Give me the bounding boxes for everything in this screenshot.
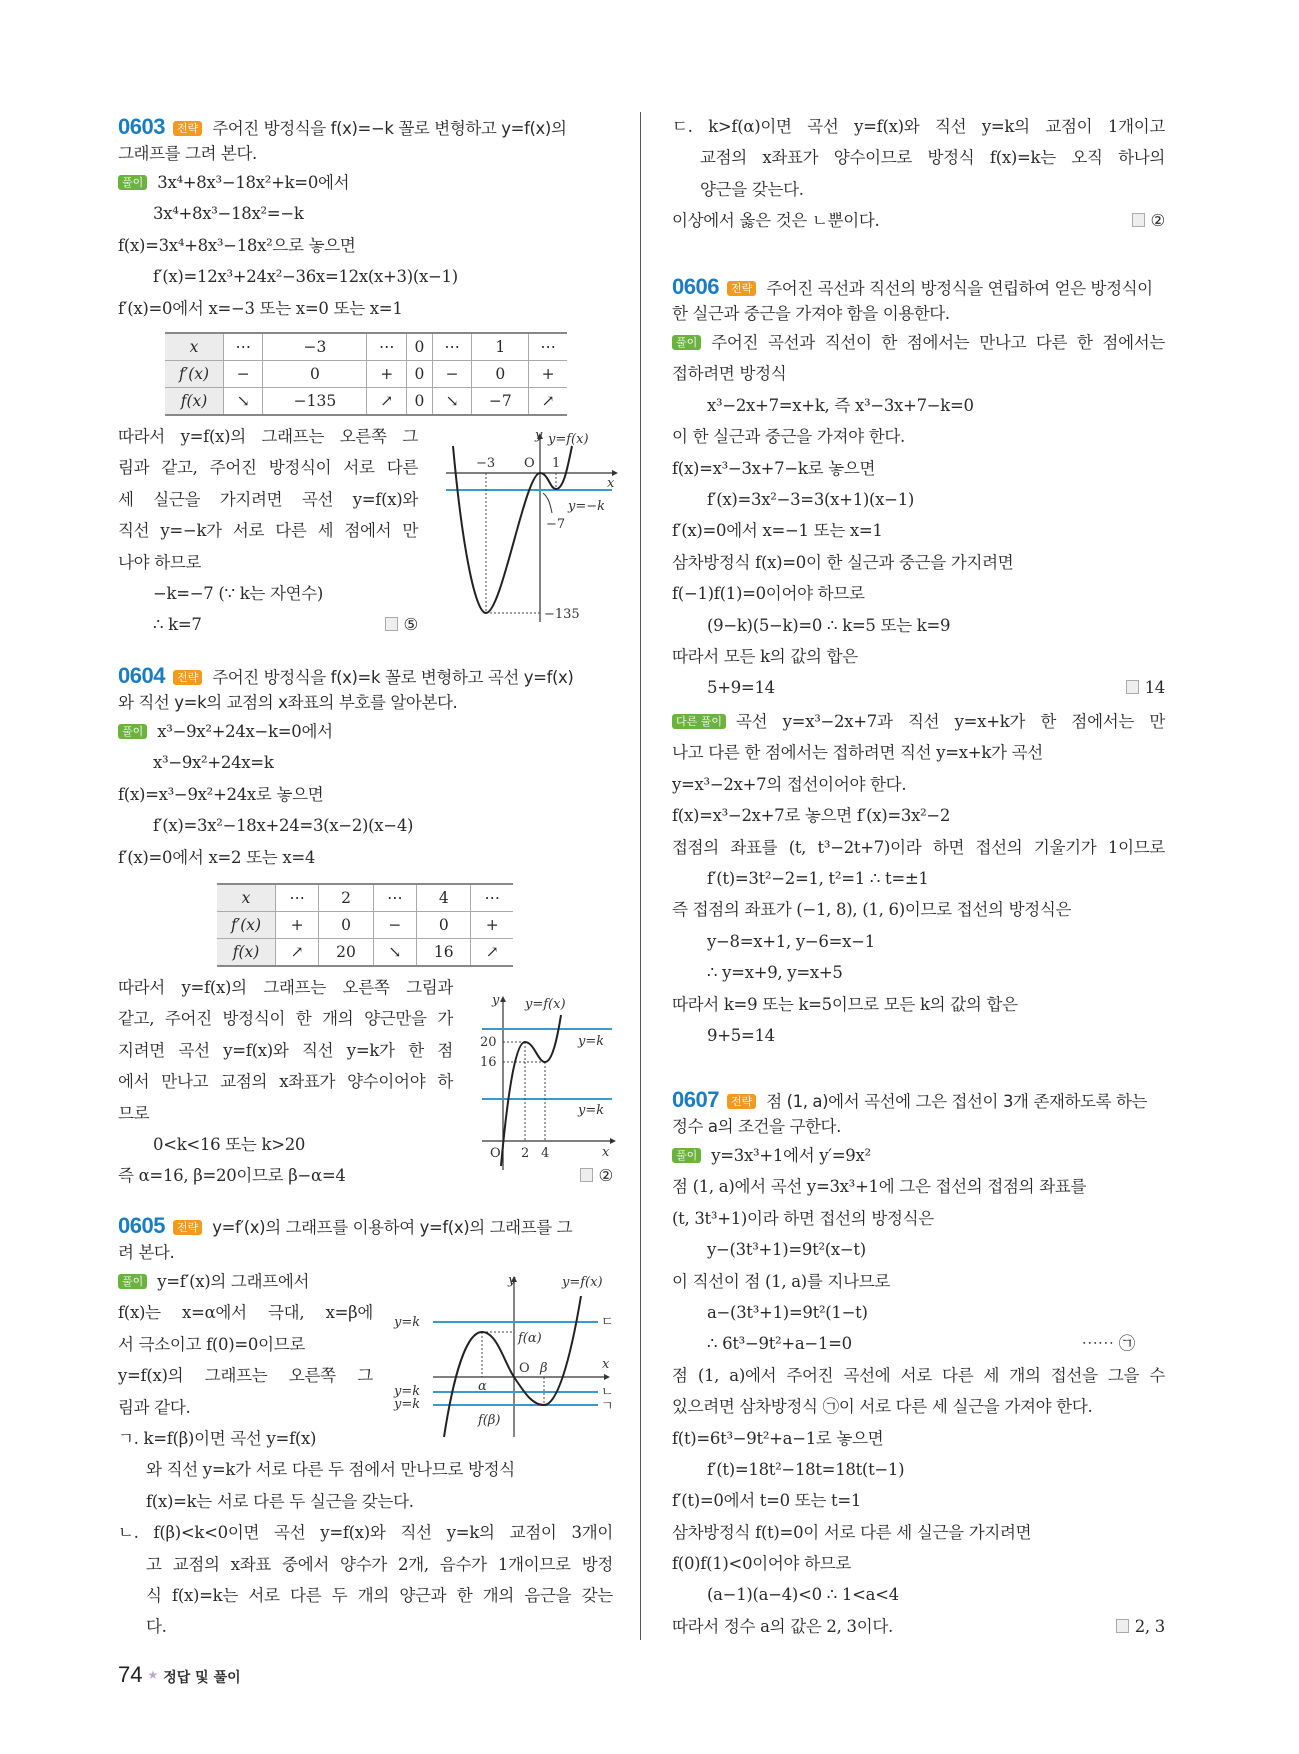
graph-0604 [470, 990, 620, 1175]
solution-line: 이 한 실근과 중근을 가져야 한다. [672, 427, 905, 447]
alt-line: f′(t)=3t²−2=1, t²=1 ∴ t=±1 [707, 868, 929, 888]
alt-line: 곡선 y=x³−2x+7과 직선 y=x+k가 한 점에서는 만 [736, 712, 1165, 731]
row-header-cell: x [217, 884, 276, 912]
table-cell: − [373, 912, 416, 939]
alt-line: 즉 접점의 좌표가 (−1, 8), (1, 6)이므로 접선의 방정식은 [672, 900, 1072, 920]
table-cell: ⋯ [224, 333, 263, 361]
row-header-cell: f(x) [165, 388, 224, 416]
axis-label-x: x [602, 1357, 610, 1372]
text-line: 세 실근을 가지려면 곡선 y=f(x)와 [118, 489, 418, 509]
solution-badge: 풀이 [118, 175, 147, 190]
solution-line: 점 (1, a)에서 주어진 곡선에 서로 다른 세 개의 접선을 그을 수 [672, 1365, 1165, 1385]
text-line: ∴ k=7 [153, 615, 202, 635]
solution-line: f(−1)f(1)=0이어야 하므로 [672, 584, 865, 604]
strategy-text: 주어진 곡선과 직선의 방정식을 연립하여 얻은 방정식이 [766, 279, 1153, 298]
tick-label: 2 [521, 1146, 530, 1161]
solution-line: 3x⁴+8x³−18x²+k=0에서 [157, 173, 350, 192]
conclusion: 이상에서 옳은 것은 ㄴ뿐이다. [672, 211, 880, 231]
line-label: y=−k [568, 499, 606, 514]
text-line: 따라서 y=f(x)의 그래프는 오른쪽 그림과 [118, 978, 453, 997]
solution-line: f′(t)=18t²−18t=18t(t−1) [707, 1459, 905, 1479]
table-cell: ↘ [224, 388, 263, 416]
variation-table [217, 883, 513, 967]
table-cell: + [471, 912, 513, 939]
solution-line: 5+9=14 [707, 678, 775, 698]
item-d: 교점의 x좌표가 양수이므로 방정식 f(x)=k는 오직 하나의 [700, 148, 1165, 168]
solution-line: (a−1)(a−4)<0 ∴ 1<a<4 [707, 1585, 899, 1605]
origin-label: O [524, 456, 535, 471]
text-line: 므로 [118, 1103, 150, 1123]
axis-label-x: x [607, 476, 615, 491]
line-marker: ㄴ [601, 1385, 614, 1400]
table-cell: ⋯ [373, 884, 416, 912]
table-cell: 2 [319, 884, 373, 912]
solution-badge: 풀이 [672, 335, 701, 350]
table-cell: 0 [319, 912, 373, 939]
solution-line: f′(x)=12x³+24x²−36x=12x(x+3)(x−1) [153, 267, 458, 287]
answer [1116, 1611, 1165, 1642]
alt-line: 9+5=14 [707, 1025, 775, 1045]
problem-number: 0607 [672, 1087, 719, 1112]
solution-badge: 풀이 [118, 1274, 147, 1289]
item-g: ㄱ. k=f(β)이면 곡선 y=f(x) [118, 1428, 317, 1448]
table-cell: ↘ [432, 388, 471, 416]
strategy-text: 그래프를 그려 본다. [118, 144, 257, 163]
answer-value: 2, 3 [1134, 1616, 1165, 1636]
answer-value: ② [1150, 211, 1165, 231]
strategy-text: 한 실근과 중근을 가져야 함을 이용한다. [672, 304, 950, 323]
item-n: 식 f(x)=k는 서로 다른 두 개의 양근과 한 개의 음근을 갖는 [146, 1585, 613, 1605]
solution-line: f′(x)=3x²−18x+24=3(x−2)(x−4) [153, 816, 414, 836]
solution-line: x³−2x+7=x+k, 즉 x³−3x+7−k=0 [707, 395, 974, 415]
footer-title: 정답 및 풀이 [163, 1670, 241, 1686]
tick-label: 20 [480, 1035, 497, 1050]
strategy-text: 와 직선 y=k의 교점의 x좌표의 부호를 알아본다. [118, 693, 458, 712]
table-cell: 0 [472, 361, 529, 388]
problem-0603 [118, 113, 613, 324]
text-line: 같고, 주어진 방정식이 한 개의 양근만을 가 [118, 1009, 453, 1029]
strategy-text: 려 본다. [118, 1243, 175, 1262]
problem-number: 0606 [672, 274, 719, 299]
solution-line: f′(x)=0에서 x=2 또는 x=4 [118, 847, 316, 867]
curve-label: y=f(x) [548, 432, 589, 447]
page-footer [118, 1662, 241, 1688]
row-header-cell: f′(x) [165, 361, 224, 388]
strategy-text: 주어진 방정식을 f(x)=k 꼴로 변형하고 곡선 y=f(x) [212, 668, 574, 687]
text-line: 림과 같고, 주어진 방정식이 서로 다른 [118, 458, 418, 478]
line-marker: ㄷ [601, 1315, 614, 1330]
table-cell: ↗ [367, 388, 406, 416]
value-label: −135 [544, 607, 580, 622]
x-axis-arrow-icon [604, 1374, 610, 1380]
solution-line: 주어진 곡선과 직선이 한 점에서는 만나고 다른 한 점에서는 [711, 333, 1165, 352]
strategy-badge: 전략 [727, 281, 756, 296]
solution-line: y=3x³+1에서 y′=9x² [711, 1146, 871, 1165]
alt-line: ∴ y=x+9, y=x+5 [707, 963, 843, 983]
solution-line: f′(x)=3x²−3=3(x+1)(x−1) [707, 489, 915, 509]
solution-line: x³−9x²+24x−k=0에서 [157, 722, 333, 741]
problem-number: 0605 [118, 1213, 165, 1238]
solution-line: a−(3t³+1)=9t²(1−t) [707, 1302, 868, 1322]
alt-line: 나고 다른 한 점에서는 접하려면 직선 y=x+k가 곡선 [672, 743, 1043, 763]
line-label: y=k [394, 1315, 421, 1330]
origin-label: O [490, 1146, 501, 1161]
pointer-arrow [543, 493, 552, 513]
table-cell: −135 [263, 388, 367, 416]
alt-line: 접점의 좌표를 (t, t³−2t+7)이라 하면 접선의 기울기가 1이므로 [672, 837, 1165, 857]
column-divider [640, 112, 641, 1640]
item-g: f(x)=k는 서로 다른 두 실근을 갖는다. [146, 1491, 414, 1511]
table-cell: 4 [417, 884, 471, 912]
alpha-label: α [478, 1379, 487, 1394]
value-label: −7 [546, 517, 566, 532]
strategy-text: 정수 a의 조건을 구한다. [672, 1117, 841, 1136]
item-n: ㄴ. f(β)<k<0이면 곡선 y=f(x)와 직선 y=k의 교점이 3개이 [118, 1523, 613, 1543]
table-row [165, 333, 567, 361]
row-header-cell: f′(x) [217, 912, 276, 939]
solution-line: 3x⁴+8x³−18x²=−k [153, 204, 304, 224]
solution-line: 삼차방정식 f(t)=0이 서로 다른 세 실근을 가지려면 [672, 1522, 1032, 1542]
table-cell: ↘ [373, 939, 416, 967]
answer-value: 14 [1144, 678, 1165, 698]
text-line: 0<k<16 또는 k>20 [153, 1134, 306, 1154]
table-cell: ⋯ [276, 884, 319, 912]
y-axis-arrow-icon [500, 996, 506, 1002]
tick-label: 16 [480, 1055, 497, 1070]
axis-label-x: x [602, 1145, 610, 1160]
table-cell: 20 [319, 939, 373, 967]
table-cell: 0 [417, 912, 471, 939]
table-cell: ↗ [276, 939, 319, 967]
table-cell: −3 [263, 333, 367, 361]
strategy-badge: 전략 [727, 1094, 756, 1109]
problem-number: 0604 [118, 663, 165, 688]
solution-line: 림과 같다. [118, 1397, 191, 1417]
curve-label: y=f(x) [562, 1275, 603, 1290]
f-alpha-label: f(α) [518, 1331, 542, 1346]
table-cell: 0 [263, 361, 367, 388]
solution-line: x³−9x²+24x=k [153, 753, 274, 773]
answer [385, 609, 419, 640]
explanation-0603 [118, 421, 418, 641]
alt-solution-badge: 다른 풀이 [672, 714, 726, 729]
solution-line: (t, 3t³+1)이라 하면 접선의 방정식은 [672, 1208, 934, 1228]
strategy-badge: 전략 [173, 121, 202, 136]
alt-line: y−8=x+1, y−6=x−1 [707, 931, 875, 951]
solution-line: f(x)=x³−3x+7−k로 놓으면 [672, 458, 876, 478]
table-row [217, 939, 513, 967]
answer-icon [1126, 680, 1139, 694]
answer [1132, 205, 1166, 236]
table-cell: 0 [406, 361, 432, 388]
page-number: 74 [118, 1662, 143, 1687]
item-g: 와 직선 y=k가 서로 다른 두 점에서 만나므로 방정식 [146, 1460, 515, 1480]
solution-line: 따라서 모든 k의 값의 합은 [672, 646, 858, 666]
line-marker: ㄱ [601, 1399, 614, 1414]
answer-icon [1116, 1619, 1129, 1633]
solution-line: y=f(x)의 그래프는 오른쪽 그 [118, 1366, 373, 1386]
row-header-cell: f(x) [217, 939, 276, 967]
strategy-text: 점 (1, a)에서 곡선에 그은 접선이 3개 존재하도록 하는 [766, 1092, 1148, 1111]
solution-line: 접하려면 방정식 [672, 364, 787, 384]
solution-badge: 풀이 [118, 724, 147, 739]
table-cell: 0 [406, 388, 432, 416]
solution-line: f(x)=3x⁴+8x³−18x²으로 놓으면 [118, 235, 356, 255]
problem-0607 [672, 1086, 1165, 1642]
table-cell: 0 [406, 333, 432, 361]
problem-0606 [672, 273, 1165, 704]
problem-number: 0603 [118, 114, 165, 139]
solution-line: f′(x)=0에서 x=−3 또는 x=0 또는 x=1 [118, 298, 403, 318]
problem-0604 [118, 662, 613, 873]
axis-label-y: y [508, 1273, 516, 1288]
problem-0605-continued [672, 111, 1165, 237]
equation-marker: ⋯⋯ ㉠ [1081, 1334, 1135, 1354]
x-axis-arrow-icon [610, 1138, 616, 1144]
strategy-badge: 전략 [173, 670, 202, 685]
f-beta-label: f(β) [478, 1413, 501, 1428]
table-cell: ↗ [529, 388, 567, 416]
alt-line: f(x)=x³−2x+7로 놓으면 f′(x)=3x²−2 [672, 806, 951, 826]
tick-label: −3 [476, 456, 496, 471]
table-cell: ⋯ [471, 884, 513, 912]
text-line: 나야 하므로 [118, 552, 202, 572]
table-cell: + [276, 912, 319, 939]
solution-line: 따라서 정수 a의 값은 2, 3이다. [672, 1616, 893, 1636]
table-cell: − [224, 361, 263, 388]
solution-badge: 풀이 [672, 1148, 701, 1163]
table-cell: 1 [472, 333, 529, 361]
table-row [165, 388, 567, 416]
item-n: 다. [146, 1617, 167, 1637]
table-cell: ⋯ [367, 333, 406, 361]
curve [501, 1015, 561, 1166]
alt-line: 따라서 k=9 또는 k=5이므로 모든 k의 값의 합은 [672, 994, 1018, 1014]
item-d: 양근을 갖는다. [700, 179, 804, 199]
text-line: 에서 만나고 교점의 x좌표가 양수이어야 하 [118, 1072, 453, 1092]
alt-line: y=x³−2x+7의 접선이어야 한다. [672, 774, 907, 794]
table-cell: ↗ [471, 939, 513, 967]
answer-icon [385, 617, 398, 631]
text-line: 지려면 곡선 y=f(x)와 직선 y=k가 한 점 [118, 1040, 453, 1060]
text-line: 따라서 y=f(x)의 그래프는 오른쪽 그 [118, 427, 418, 446]
answer [1126, 672, 1165, 703]
text-line: 즉 α=16, β=20이므로 β−α=4 [118, 1166, 346, 1186]
beta-label: β [540, 1361, 548, 1376]
table-cell: ⋯ [529, 333, 567, 361]
curve-label: y=f(x) [525, 997, 566, 1012]
strategy-text: y=f′(x)의 그래프를 이용하여 y=f(x)의 그래프를 그 [212, 1218, 573, 1237]
solution-line: y−(3t³+1)=9t²(x−t) [707, 1240, 866, 1260]
strategy-text: 주어진 방정식을 f(x)=−k 꼴로 변형하고 y=f(x)의 [212, 119, 567, 138]
solution-line: 점 (1, a)에서 곡선 y=3x³+1에 그은 접선의 접점의 좌표를 [672, 1177, 1087, 1197]
table-cell: −7 [472, 388, 529, 416]
axis-label-y: y [492, 993, 500, 1008]
solution-line: f(x)=x³−9x²+24x로 놓으면 [118, 784, 324, 804]
table-row [165, 361, 567, 388]
line-label: y=k [394, 1397, 421, 1412]
solution-line: 있으려면 삼차방정식 ㉠이 서로 다른 세 실근을 가져야 한다. [672, 1397, 1093, 1417]
table-cell: − [432, 361, 471, 388]
axis-label-y: y [535, 428, 543, 443]
solution-line: 이 직선이 점 (1, a)를 지나므로 [672, 1271, 891, 1291]
explanation-0604 [118, 972, 453, 1160]
text-line: 직선 y=−k가 서로 다른 세 점에서 만 [118, 521, 418, 541]
solution-line: f′(x)=0에서 x=−1 또는 x=1 [672, 521, 883, 541]
table-row [217, 912, 513, 939]
solution-line: f(0)f(1)<0이어야 하므로 [672, 1554, 852, 1574]
answer-value: ⑤ [403, 615, 418, 635]
table-row [217, 884, 513, 912]
solution-line: 삼차방정식 f(x)=0이 한 실근과 중근을 가지려면 [672, 552, 1014, 572]
alternative-solution-0606 [672, 706, 1165, 1051]
strategy-badge: 전략 [173, 1220, 202, 1235]
solution-line: 서 극소이고 f(0)=0이므로 [118, 1334, 306, 1354]
table-cell: 16 [417, 939, 471, 967]
tick-label: 1 [552, 456, 561, 471]
graph-0605 [392, 1262, 617, 1442]
answer-icon [1132, 213, 1145, 227]
star-icon: ★ [147, 1668, 159, 1682]
solution-line: y=f′(x)의 그래프에서 [157, 1272, 310, 1291]
solution-line: f(x)는 x=α에서 극대, x=β에 [118, 1303, 373, 1323]
solution-line: ∴ 6t³−9t²+a−1=0 [707, 1334, 852, 1354]
variation-table [165, 332, 567, 416]
answer-value: ② [598, 1166, 613, 1186]
line-label: y=k [578, 1034, 605, 1049]
table-cell: + [367, 361, 406, 388]
solution-line: f′(t)=0에서 t=0 또는 t=1 [672, 1491, 862, 1511]
origin-label: O [519, 1361, 530, 1376]
text-line: −k=−7 (∵ k는 자연수) [153, 583, 324, 603]
table-cell: ⋯ [432, 333, 471, 361]
row-header-cell: x [165, 333, 224, 361]
tick-label: 4 [541, 1146, 550, 1161]
line-label: y=k [394, 1384, 421, 1399]
table-cell: + [529, 361, 567, 388]
item-d: ㄷ. k>f(α)이면 곡선 y=f(x)와 직선 y=k의 교점이 1개이고 [672, 117, 1165, 136]
solution-line: f(t)=6t³−9t²+a−1로 놓으면 [672, 1428, 884, 1448]
graph-0603 [440, 425, 625, 630]
solution-line: (9−k)(5−k)=0 ∴ k=5 또는 k=9 [707, 615, 951, 635]
item-n: 고 교점의 x좌표 중에서 양수가 2개, 음수가 1개이므로 방정 [146, 1554, 613, 1574]
line-label: y=k [578, 1103, 605, 1118]
curve [444, 1296, 581, 1437]
